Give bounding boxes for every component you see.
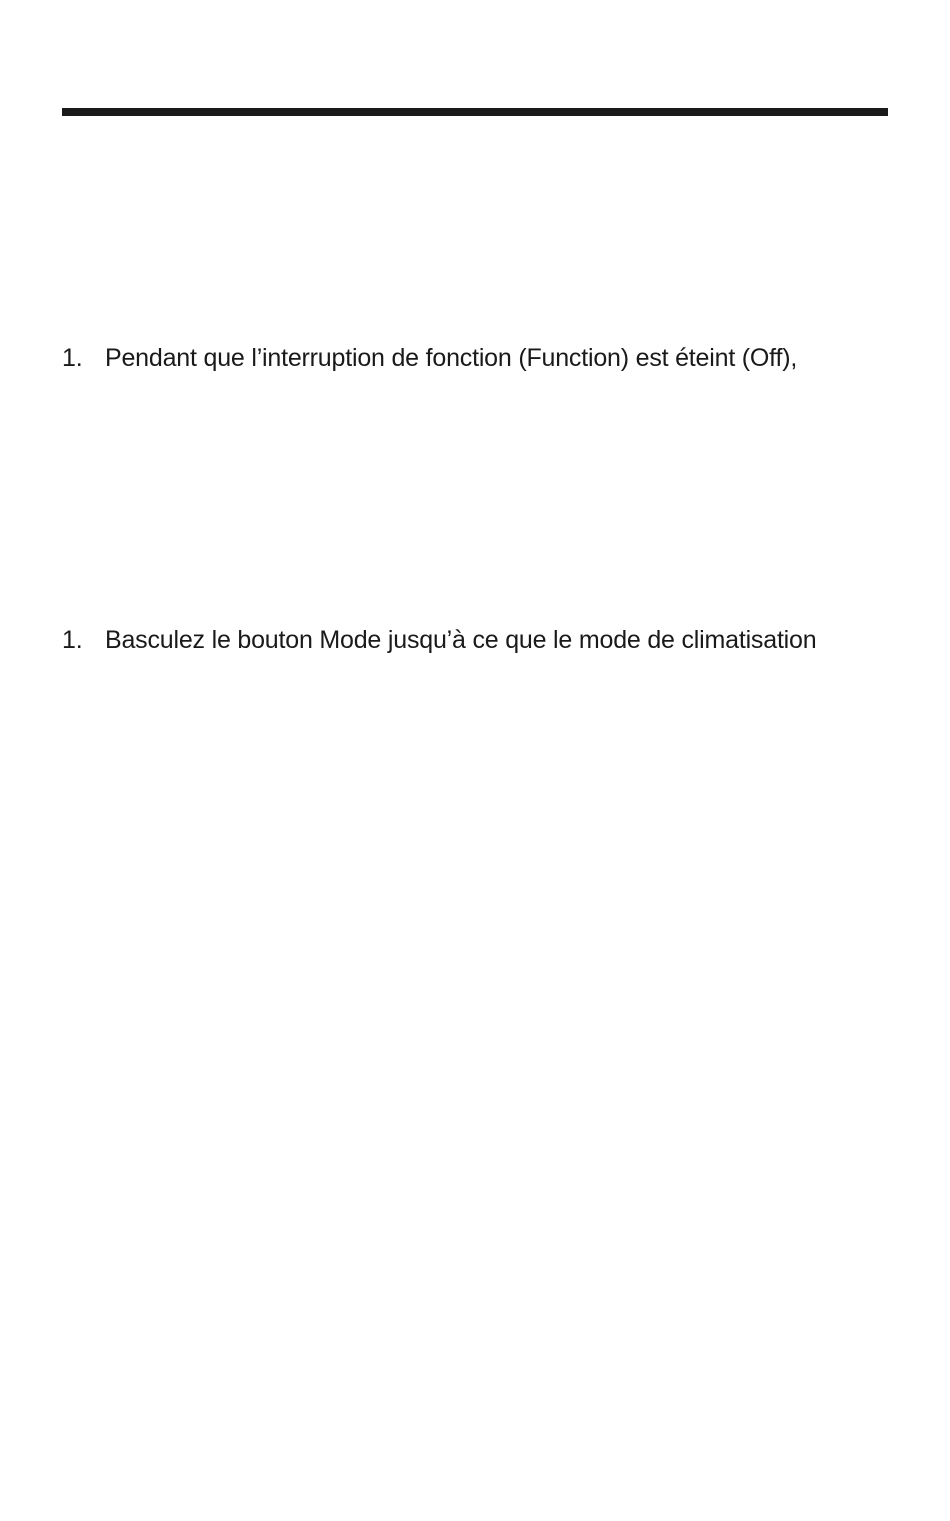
instruction-text: Basculez le bouton Mode jusqu’à ce que le mode de climatisation <box>105 626 817 654</box>
instruction-number: 1. <box>62 626 83 654</box>
instruction-item <box>62 625 816 655</box>
header-rule <box>62 108 888 116</box>
instruction-text: Pendant que l’interruption de fonction (Function) est éteint (Off), <box>105 344 798 372</box>
instruction-number: 1. <box>62 344 83 372</box>
instruction-item <box>62 343 797 373</box>
